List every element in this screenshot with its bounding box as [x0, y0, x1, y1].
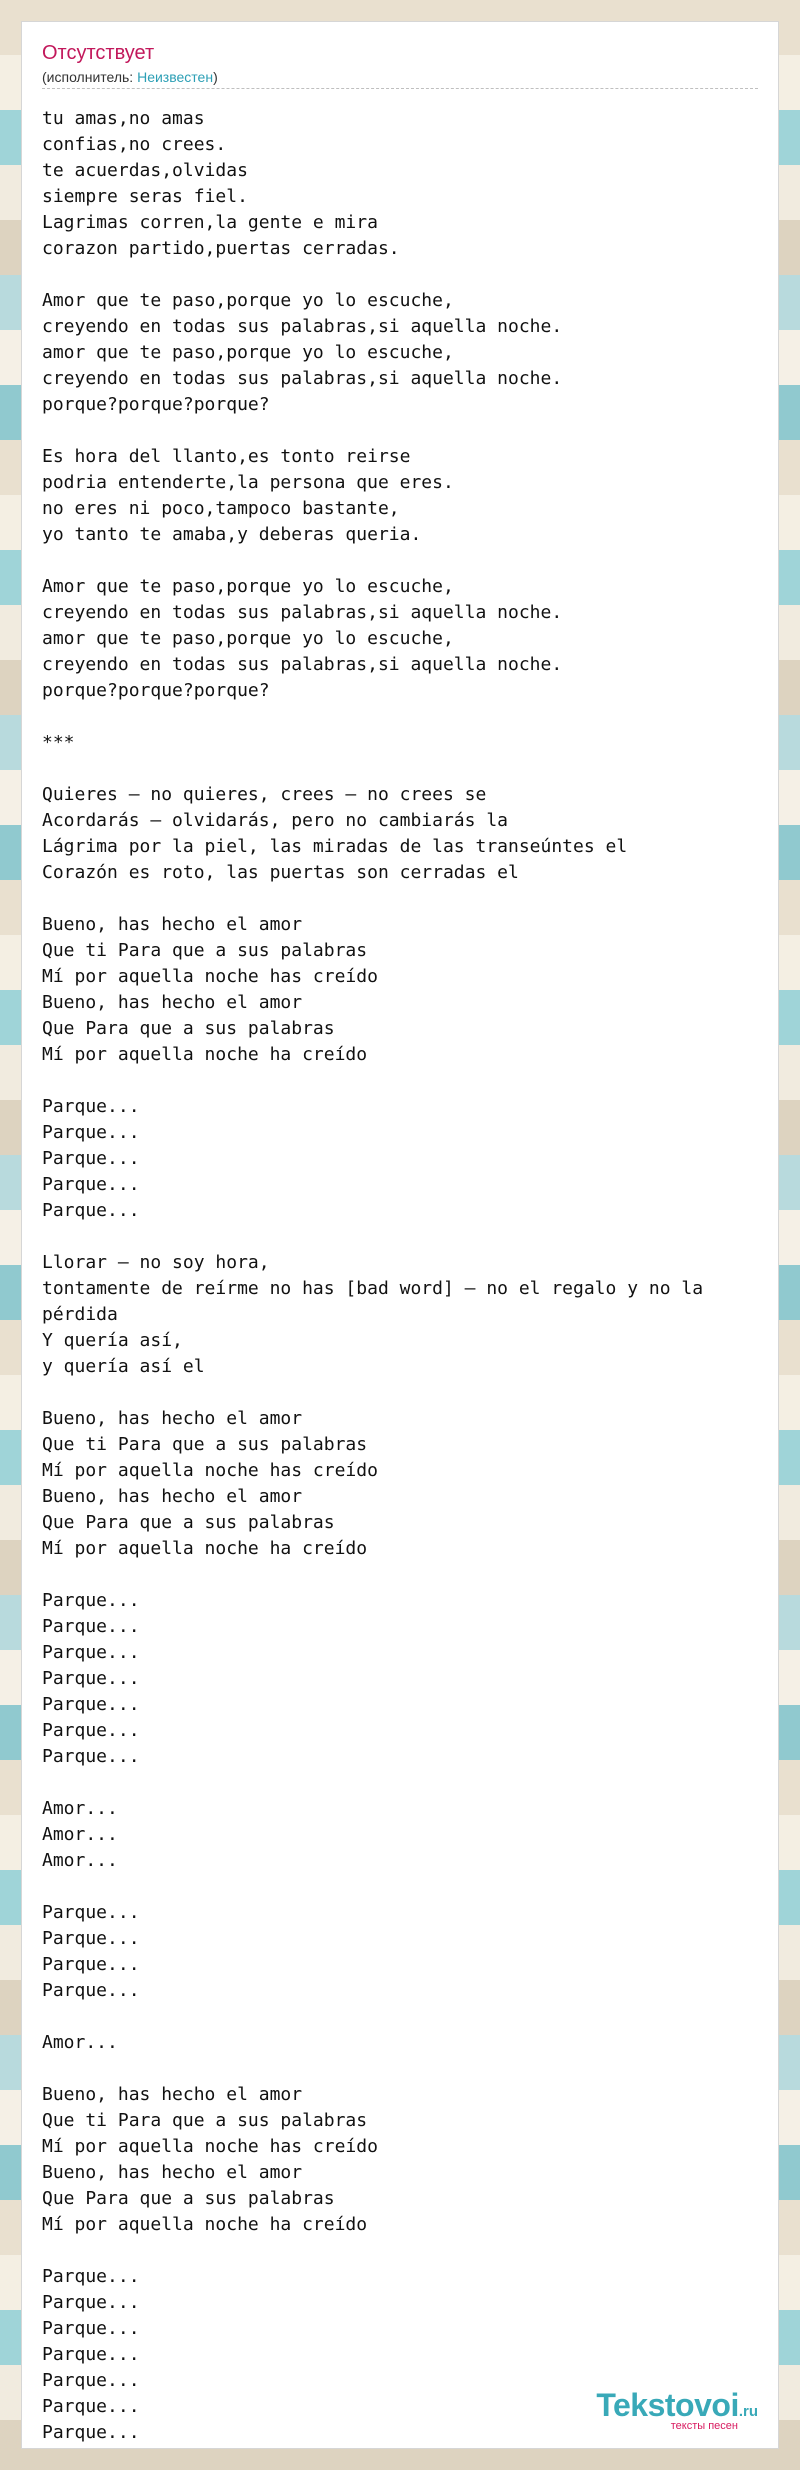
header-divider	[42, 88, 758, 89]
song-header	[42, 40, 758, 89]
lyrics-sheet	[22, 22, 778, 2448]
artist-line	[42, 68, 758, 86]
brand-tld: .ru	[738, 2403, 758, 2420]
brand-name: Tekstovoi	[596, 2387, 739, 2423]
brand-name-line	[596, 2388, 758, 2422]
artist-suffix: )	[213, 69, 218, 85]
brand-tagline: тексты песен	[670, 2420, 738, 2432]
site-logo[interactable]	[596, 2388, 758, 2432]
lyrics-text: tu amas,no amas confias,no crees. te acuerdas,olvidas siempre seras fiel. Lagrimas corren,la gente e mira corazon partido,puertas cerradas. Amor que te paso,porque yo lo escuche, creyendo en todas sus palabras,si aquella noche. amor que te paso,porque yo lo escuche, creyendo en todas sus palabras,si aquella noche. porque?porque?porque? Es hora del llanto,es tonto reirse podria entenderte,la persona que eres. no eres ni poco,tampoco bastante, yo tanto te amaba,y deberas queria. Amor que te paso,porque yo lo escuche, creyendo en todas sus palabras,si aquella noche. amor que te paso,porque yo lo escuche, creyendo en todas sus palabras,si aquella noche. porque?porque?porque? *** Quieres — no quieres, crees — no crees se Acordarás — olvidarás, pero no cambiarás la Lágrima por la piel, las miradas de las transeúntes el Corazón es roto, las puertas son cerradas el Bueno, has hecho el amor Que ti Para que a sus palabras Mí por aquella noche has creído Bueno, has hecho el amor Que Para que a sus palabras Mí por aquella noche ha creído Parque... Parque... Parque... Parque... Parque... Llorar — no soy hora, tontamente de reírme no has [bad word] — no el regalo y no la pérdida Y quería así, y quería así el Bueno, has hecho el amor Que ti Para que a sus palabras Mí por aquella noche has creído Bueno, has hecho el amor Que Para que a sus palabras Mí por aquella noche ha creído Parque... Parque... Parque... Parque... Parque... Parque... Parque... Amor... Amor... Amor... Parque... Parque... Parque... Parque... Amor... Bueno, has hecho el amor Que ti Para que a sus palabras Mí por aquella noche has creído Bueno, has hecho el amor Que Para que a sus palabras Mí por aquella noche ha creído Parque... Parque... Parque... Parque... Parque... Parque... Parque...	[42, 108, 704, 2443]
artist-link[interactable]: Неизвестен	[137, 69, 214, 85]
song-title: Отсутствует	[42, 42, 155, 64]
artist-prefix: (исполнитель:	[42, 69, 138, 85]
